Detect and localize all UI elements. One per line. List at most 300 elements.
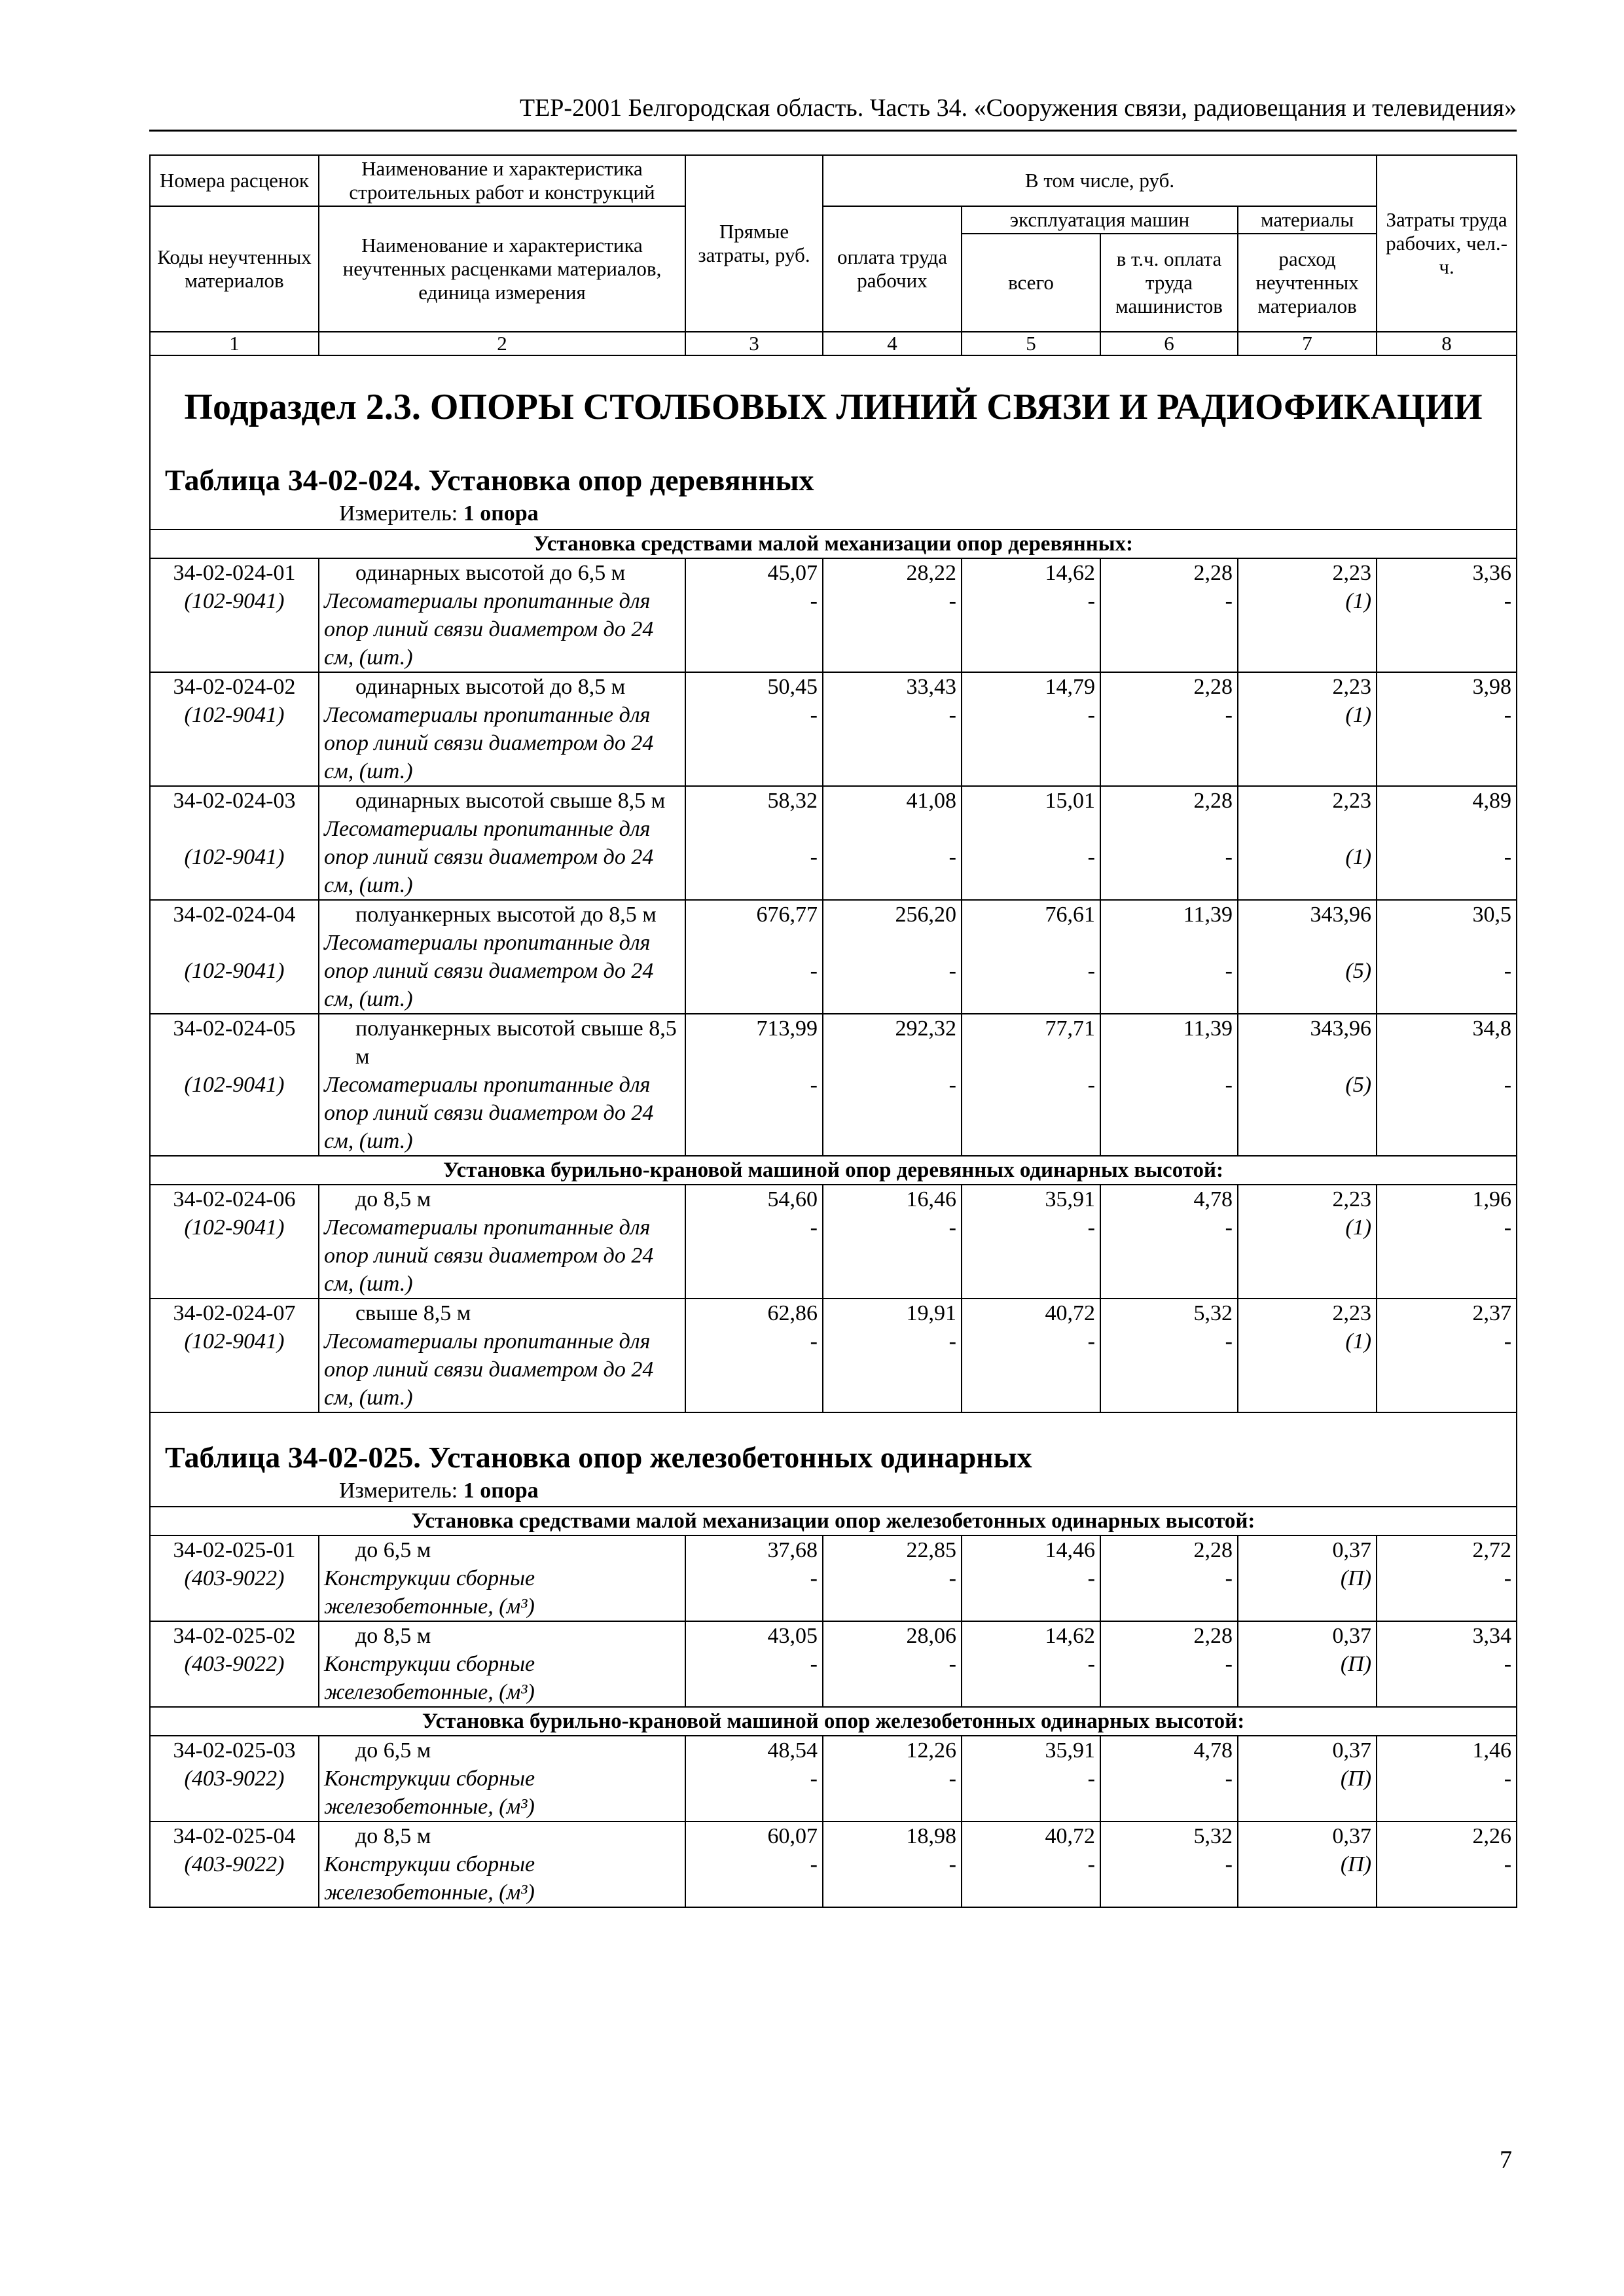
dash: - [1087,1073,1095,1097]
dash: - [1087,589,1095,613]
worker-pay-cell [823,1821,962,1907]
header-including: В том числе, руб. [823,155,1377,206]
machines-cell [962,1736,1100,1821]
material-name: Конструкции сборные железобетонные, (м³) [324,1652,535,1704]
work-name: одинарных высотой свыше 8,5 м [355,789,666,813]
rate-code-cell [150,786,319,900]
dash: - [1225,1652,1233,1676]
operator-pay-cell [1100,1299,1238,1412]
materials-cell [1238,558,1377,672]
direct-costs: 60,07 [767,1824,818,1848]
direct-costs: 45,07 [767,561,818,585]
dash: - [1087,1852,1095,1876]
column-number: 1 [150,332,319,355]
dash: - [1225,703,1233,727]
column-number: 3 [685,332,823,355]
labor-costs: 2,26 [1472,1824,1512,1848]
direct-costs-cell [685,1736,823,1821]
labor-costs: 2,37 [1472,1301,1512,1325]
worker-pay-cell [823,558,962,672]
dash: - [810,1767,818,1791]
material-code: (403-9022) [184,1652,285,1676]
rate-code: 34-02-024-04 [173,903,296,927]
labor-cell [1377,558,1517,672]
description-cell [319,1014,685,1156]
direct-costs: 713,99 [756,1016,818,1041]
material-code: (102-9041) [184,703,285,727]
dash: - [1225,845,1233,869]
description-cell [319,672,685,786]
rate-code-cell [150,1821,319,1907]
dash: - [1225,959,1233,983]
dash: - [1504,1566,1512,1590]
rate-code-cell [150,558,319,672]
unit-line [150,499,1517,529]
rate-code-cell [150,900,319,1014]
dash: - [1504,1329,1512,1354]
unit-line [150,1476,1517,1507]
unit-value: 1 опора [463,1479,539,1503]
worker-pay-cell [823,1299,962,1412]
dash: - [948,1767,956,1791]
material-name: Лесоматериалы пропитанные для опор линий связи диаметром до 24 см, (шт.) [324,1215,654,1296]
machines-cell [962,558,1100,672]
direct-costs-cell [685,1185,823,1299]
group-heading: Установка бурильно-крановой машиной опор деревянных одинарных высотой: [150,1156,1517,1185]
header-worker-pay: оплата труда рабочих [823,206,962,332]
work-name: до 6,5 м [355,1738,431,1763]
header-unaccounted-materials: расход неучтенных материалов [1238,234,1377,332]
header-operator-pay: в т.ч. оплата труда машинистов [1100,234,1238,332]
dash: - [1504,1215,1512,1240]
machines-total: 15,01 [1045,789,1095,813]
operator-pay-cell [1100,1736,1238,1821]
header-machines-total: всего [962,234,1100,332]
dash: - [1087,845,1095,869]
unit-label: Измеритель: [339,501,458,526]
description-cell [319,900,685,1014]
column-number: 6 [1100,332,1238,355]
materials-cell [1238,1736,1377,1821]
direct-costs: 58,32 [767,789,818,813]
unit-label: Измеритель: [339,1479,458,1503]
operator-pay: 5,32 [1193,1824,1233,1848]
group-heading: Установка средствами малой механизации опор деревянных: [150,529,1517,558]
direct-costs-cell [685,1014,823,1156]
column-number: 2 [319,332,685,355]
direct-costs: 676,77 [756,903,818,927]
rate-code: 34-02-025-03 [173,1738,296,1763]
machines-cell [962,1014,1100,1156]
header-materials: материалы [1238,206,1377,234]
dash: - [948,703,956,727]
description-cell [319,1535,685,1621]
rate-code: 34-02-025-04 [173,1824,296,1848]
materials-cell [1238,1014,1377,1156]
material-quantity: (1) [1345,1215,1372,1240]
work-name: до 8,5 м [355,1824,431,1848]
rate-code-cell [150,1299,319,1412]
material-name: Лесоматериалы пропитанные для опор линий связи диаметром до 24 см, (шт.) [324,703,654,783]
material-name: Конструкции сборные железобетонные, (м³) [324,1767,535,1819]
dash: - [1225,1852,1233,1876]
labor-cell [1377,1299,1517,1412]
materials-cell [1238,900,1377,1014]
labor-costs: 4,89 [1472,789,1512,813]
operator-pay-cell [1100,1014,1238,1156]
dash: - [1087,1767,1095,1791]
dash: - [948,1215,956,1240]
dash: - [1087,703,1095,727]
dash: - [1504,703,1512,727]
dash: - [948,1852,956,1876]
materials-cost: 0,37 [1332,1824,1372,1848]
operator-pay-cell [1100,900,1238,1014]
rate-code: 34-02-024-06 [173,1187,296,1211]
direct-costs: 62,86 [767,1301,818,1325]
direct-costs-cell [685,786,823,900]
material-quantity: (П) [1340,1767,1372,1791]
work-name: до 6,5 м [355,1538,431,1562]
machines-total: 14,62 [1045,1624,1095,1648]
worker-pay-cell [823,672,962,786]
direct-costs: 54,60 [767,1187,818,1211]
machines-cell [962,1185,1100,1299]
table-row [150,1014,1517,1156]
work-name: полуанкерных высотой свыше 8,5 м [355,1016,677,1069]
direct-costs: 37,68 [767,1538,818,1562]
worker-pay-cell [823,900,962,1014]
material-quantity: (1) [1345,1329,1372,1354]
worker-pay: 28,06 [906,1624,956,1648]
operator-pay: 2,28 [1193,1624,1233,1648]
worker-pay: 18,98 [906,1824,956,1848]
materials-cost: 2,23 [1332,561,1372,585]
labor-costs: 1,96 [1472,1187,1512,1211]
dash: - [810,1566,818,1590]
dash: - [1087,1329,1095,1354]
work-name: до 8,5 м [355,1187,431,1211]
description-cell [319,1736,685,1821]
material-name: Лесоматериалы пропитанные для опор линий связи диаметром до 24 см, (шт.) [324,1073,654,1153]
operator-pay-cell [1100,1185,1238,1299]
description-cell [319,1821,685,1907]
dash: - [1087,1652,1095,1676]
dash: - [1504,959,1512,983]
dash: - [1225,1073,1233,1097]
material-code: (403-9022) [184,1852,285,1876]
header-material-codes: Коды неучтенных материалов [150,206,319,332]
operator-pay: 4,78 [1193,1187,1233,1211]
table-row [150,558,1517,672]
dash: - [1504,845,1512,869]
table-row [150,1535,1517,1621]
operator-pay-cell [1100,672,1238,786]
materials-cell [1238,786,1377,900]
labor-costs: 30,5 [1472,903,1512,927]
labor-costs: 1,46 [1472,1738,1512,1763]
worker-pay: 41,08 [906,789,956,813]
material-name: Конструкции сборные железобетонные, (м³) [324,1852,535,1905]
material-quantity: (5) [1345,959,1372,983]
operator-pay-cell [1100,558,1238,672]
operator-pay: 5,32 [1193,1301,1233,1325]
subsection-title: Подраздел 2.3. ОПОРЫ СТОЛБОВЫХ ЛИНИЙ СВЯЗИ И РАДИОФИКАЦИИ [150,355,1517,442]
dash: - [810,1652,818,1676]
operator-pay: 2,28 [1193,1538,1233,1562]
dash: - [1087,1215,1095,1240]
worker-pay: 22,85 [906,1538,956,1562]
machines-total: 35,91 [1045,1187,1095,1211]
dash: - [810,1329,818,1354]
machines-cell [962,900,1100,1014]
direct-costs-cell [685,558,823,672]
work-name: полуанкерных высотой до 8,5 м [355,903,657,927]
machines-cell [962,786,1100,900]
rates-table [149,154,1517,1908]
operator-pay: 11,39 [1183,903,1233,927]
materials-cell [1238,1535,1377,1621]
rate-code: 34-02-025-02 [173,1624,296,1648]
description-cell [319,558,685,672]
labor-costs: 34,8 [1472,1016,1512,1041]
column-number: 5 [962,332,1100,355]
machines-cell [962,1621,1100,1707]
worker-pay-cell [823,1621,962,1707]
direct-costs-cell [685,1821,823,1907]
material-name: Лесоматериалы пропитанные для опор линий связи диаметром до 24 см, (шт.) [324,931,654,1011]
dash: - [1225,1767,1233,1791]
running-header: ТЕР-2001 Белгородская область. Часть 34. «Сооружения связи, радиовещания и телевидения» [519,94,1517,122]
machines-cell [962,672,1100,786]
header-work-name: Наименование и характеристика строительных работ и конструкций [319,155,685,206]
machines-cell [962,1535,1100,1621]
machines-total: 77,71 [1045,1016,1095,1041]
machines-total: 35,91 [1045,1738,1095,1763]
material-quantity: (П) [1340,1566,1372,1590]
worker-pay-cell [823,786,962,900]
dash: - [948,845,956,869]
table-row [150,1299,1517,1412]
rate-code: 34-02-025-01 [173,1538,296,1562]
description-cell [319,1621,685,1707]
materials-cost: 0,37 [1332,1538,1372,1562]
work-name: одинарных высотой до 8,5 м [355,675,626,699]
dash: - [1504,589,1512,613]
materials-cell [1238,672,1377,786]
rate-code-cell [150,1535,319,1621]
materials-cost: 2,23 [1332,789,1372,813]
dash: - [810,1073,818,1097]
rate-code-cell [150,1736,319,1821]
worker-pay: 33,43 [906,675,956,699]
description-cell [319,786,685,900]
table-row [150,672,1517,786]
rate-code-cell [150,1185,319,1299]
material-name: Лесоматериалы пропитанные для опор линий связи диаметром до 24 см, (шт.) [324,589,654,670]
worker-pay: 12,26 [906,1738,956,1763]
direct-costs-cell [685,1535,823,1621]
operator-pay-cell [1100,1621,1238,1707]
machines-total: 40,72 [1045,1824,1095,1848]
dash: - [1087,959,1095,983]
direct-costs-cell [685,1299,823,1412]
dash: - [948,1329,956,1354]
operator-pay: 2,28 [1193,789,1233,813]
dash: - [810,959,818,983]
direct-costs: 43,05 [767,1624,818,1648]
material-quantity: (П) [1340,1652,1372,1676]
material-code: (102-9041) [184,589,285,613]
worker-pay: 256,20 [895,903,956,927]
worker-pay-cell [823,1736,962,1821]
machines-total: 76,61 [1045,903,1095,927]
dash: - [1087,1566,1095,1590]
rate-code-cell [150,1014,319,1156]
header-material-name: Наименование и характеристика неучтенных расценками материалов, единица измерения [319,206,685,332]
material-quantity: (П) [1340,1852,1372,1876]
worker-pay: 292,32 [895,1016,956,1041]
dash: - [810,703,818,727]
materials-cell [1238,1299,1377,1412]
material-code: (102-9041) [184,1329,285,1354]
material-name: Конструкции сборные железобетонные, (м³) [324,1566,535,1619]
header-machine-operation: эксплуатация машин [962,206,1238,234]
description-cell [319,1299,685,1412]
dash: - [810,1215,818,1240]
dash: - [1504,1767,1512,1791]
operator-pay-cell [1100,1535,1238,1621]
direct-costs-cell [685,900,823,1014]
table-title: Таблица 34-02-024. Установка опор деревянных [150,442,1517,499]
dash: - [810,589,818,613]
operator-pay-cell [1100,786,1238,900]
work-name: одинарных высотой до 6,5 м [355,561,626,585]
labor-cell [1377,1535,1517,1621]
dash: - [948,1652,956,1676]
material-quantity: (1) [1345,589,1372,613]
header-labor-costs: Затраты труда рабочих, чел.-ч. [1377,155,1517,332]
table-row [150,1621,1517,1707]
labor-costs: 3,36 [1472,561,1512,585]
machines-cell [962,1821,1100,1907]
header-rule [149,130,1517,132]
dash: - [1225,1566,1233,1590]
materials-cost: 2,23 [1332,1187,1372,1211]
header-direct-costs: Прямые затраты, руб. [685,155,823,332]
operator-pay: 11,39 [1183,1016,1233,1041]
dash: - [1504,1852,1512,1876]
table-row [150,1736,1517,1821]
labor-cell [1377,1821,1517,1907]
operator-pay: 2,28 [1193,675,1233,699]
materials-cost: 343,96 [1310,903,1372,927]
table-title: Таблица 34-02-025. Установка опор железобетонных одинарных [150,1412,1517,1476]
table-row [150,1821,1517,1907]
table-row [150,786,1517,900]
materials-cost: 2,23 [1332,675,1372,699]
machines-cell [962,1299,1100,1412]
machines-total: 14,79 [1045,675,1095,699]
worker-pay: 28,22 [906,561,956,585]
dash: - [1225,1215,1233,1240]
rate-code: 34-02-024-01 [173,561,296,585]
labor-cell [1377,1185,1517,1299]
labor-costs: 3,34 [1472,1624,1512,1648]
header-rate-numbers: Номера расценок [150,155,319,206]
labor-costs: 2,72 [1472,1538,1512,1562]
dash: - [810,1852,818,1876]
material-quantity: (5) [1345,1073,1372,1097]
table-row [150,1185,1517,1299]
work-name: свыше 8,5 м [355,1301,471,1325]
materials-cost: 0,37 [1332,1738,1372,1763]
worker-pay: 16,46 [906,1187,956,1211]
material-code: (102-9041) [184,845,285,869]
dash: - [1225,1329,1233,1354]
labor-cell [1377,672,1517,786]
dash: - [810,845,818,869]
rate-code: 34-02-024-07 [173,1301,296,1325]
materials-cost: 0,37 [1332,1624,1372,1648]
work-name: до 8,5 м [355,1624,431,1648]
column-number: 4 [823,332,962,355]
material-code: (403-9022) [184,1566,285,1590]
rate-code: 34-02-024-03 [173,789,296,813]
materials-cell [1238,1185,1377,1299]
column-number: 7 [1238,332,1377,355]
dash: - [948,1566,956,1590]
unit-value: 1 опора [463,501,539,526]
labor-cell [1377,1736,1517,1821]
direct-costs-cell [685,672,823,786]
direct-costs-cell [685,1621,823,1707]
direct-costs: 48,54 [767,1738,818,1763]
material-quantity: (1) [1345,845,1372,869]
materials-cost: 2,23 [1332,1301,1372,1325]
labor-cell [1377,1621,1517,1707]
materials-cost: 343,96 [1310,1016,1372,1041]
worker-pay-cell [823,1535,962,1621]
material-code: (102-9041) [184,1215,285,1240]
material-name: Лесоматериалы пропитанные для опор линий связи диаметром до 24 см, (шт.) [324,817,654,897]
rate-code-cell [150,672,319,786]
worker-pay-cell [823,1014,962,1156]
group-heading: Установка средствами малой механизации опор железобетонных одинарных высотой: [150,1507,1517,1535]
material-quantity: (1) [1345,703,1372,727]
rate-code-cell [150,1621,319,1707]
direct-costs: 50,45 [767,675,818,699]
dash: - [948,589,956,613]
column-number: 8 [1377,332,1517,355]
machines-total: 14,62 [1045,561,1095,585]
labor-costs: 3,98 [1472,675,1512,699]
group-heading: Установка бурильно-крановой машиной опор железобетонных одинарных высотой: [150,1707,1517,1736]
material-code: (102-9041) [184,959,285,983]
dash: - [948,959,956,983]
table-row [150,900,1517,1014]
labor-cell [1377,1014,1517,1156]
page-number: 7 [1500,2146,1512,2174]
labor-cell [1377,900,1517,1014]
rate-code: 34-02-024-02 [173,675,296,699]
materials-cell [1238,1821,1377,1907]
dash: - [1504,1652,1512,1676]
worker-pay-cell [823,1185,962,1299]
materials-cell [1238,1621,1377,1707]
worker-pay: 19,91 [906,1301,956,1325]
material-name: Лесоматериалы пропитанные для опор линий связи диаметром до 24 см, (шт.) [324,1329,654,1410]
